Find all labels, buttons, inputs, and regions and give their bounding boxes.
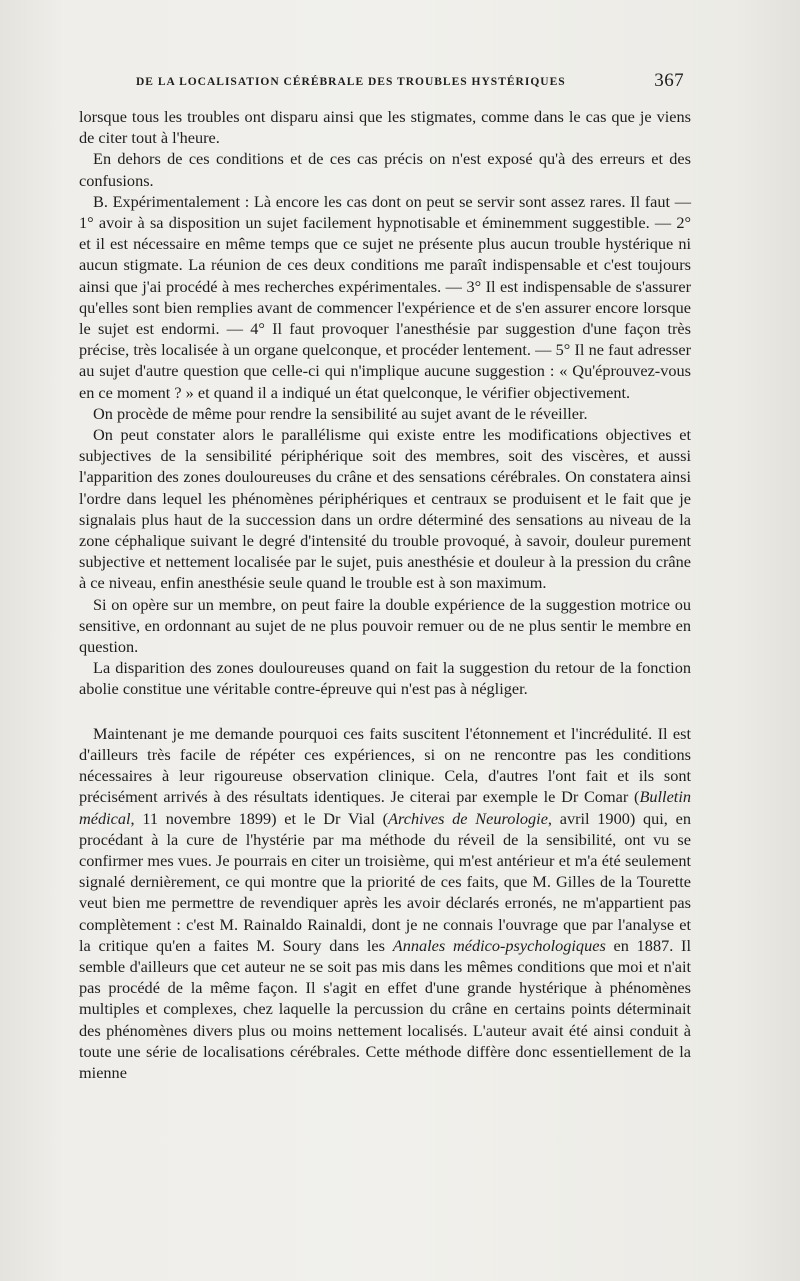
text-run: , 11 novembre 1899) et le Dr Vial ( bbox=[130, 808, 389, 828]
paragraph-continuation: lorsque tous les troubles ont disparu ainsi que les stigmates, comme dans le cas que je viens de citer tout à l'heure. bbox=[79, 107, 691, 148]
text-run: en 1887. Il semble d'ailleurs que cet auteur ne se soit pas mis dans les mêmes conditions que moi et n'ait pas procédé de la même façon. Il s'agit en effet d'une grande hystérique à phénomènes multiples et complexes, chez laquelle la percussion du crâne en certains points déterminait des phénomènes divers plus ou moins nettement localisés. L'auteur avait été ainsi conduit à toute une série de localisations cérébrales. Cette méthode diffère donc essentiellement de la mienne bbox=[79, 935, 691, 1082]
paragraph: Si on opère sur un membre, on peut faire la double expérience de la suggestion motrice ou sensitive, en ordonnant au sujet de ne plus pouvoir remuer ou de ne plus sentir le membre en question. bbox=[79, 594, 691, 657]
running-header bbox=[136, 70, 684, 98]
text-run: , avril 1900) qui, en procédant à la cure de l'hystérie par ma méthode du réveil de la sensibilité, ont vu se confirmer mes vues. Je pourrais en citer un troisième, qui m'est antérieur et m'a été seulement signalé dernièrement, ce qui montre que la priorité de ces faits, que M. Gilles de la Tourette veut bien me permettre de revendiquer après les avoir déclarés erronés, ne m'appartient pas complètement : c'est M. Rainaldo Rainaldi, dont je ne connais l'ouvrage que par l'analyse et la critique qu'en a faites M. Soury dans les bbox=[79, 808, 691, 955]
journal-title: Bulletin médical bbox=[79, 787, 691, 828]
journal-title: Annales médico-psychologiques bbox=[392, 935, 606, 955]
page-number: 367 bbox=[654, 70, 684, 91]
paragraph: On peut constater alors le parallélisme qui existe entre les modifications objectives et subjectives de la sensibilité périphérique soit des membres, soit des viscères, et aussi l'apparition des zones douloureuses du crâne et des sensations cérébrales. On constatera ainsi l'ordre dans lequel les phénomènes périphériques et centraux se produisent et le fait que je signalais plus haut de la succession dans un ordre déterminé des sensations au niveau de la zone céphalique suivant le degré d'intensité du trouble provoqué, à savoir, douleur purement subjective et nettement localisée par le sujet, puis anesthésie et douleur à la pression du crâne à ce niveau, enfin anesthésie seule quand le trouble est à son maximum. bbox=[79, 425, 691, 593]
paragraph: En dehors de ces conditions et de ces cas précis on n'est exposé qu'à des erreurs et des confusions. bbox=[79, 149, 691, 190]
running-title: DE LA LOCALISATION CÉRÉBRALE DES TROUBLES HYSTÉRIQUES bbox=[136, 76, 566, 88]
paragraph: On procède de même pour rendre la sensibilité au sujet avant de le réveiller. bbox=[93, 403, 588, 423]
paragraph: La disparition des zones douloureuses quand on fait la suggestion du retour de la fonction abolie constitue une véritable contre-épreuve qui n'est pas à négliger. bbox=[79, 658, 691, 699]
text-run: Maintenant je me demande pourquoi ces faits suscitent l'étonnement et l'incrédulité. Il est d'ailleurs très facile de répéter ces expériences, si on ne rencontre pas les conditions nécessaires à leur rigoureuse observation clinique. Cela, d'autres l'ont fait et ils sont précisément arrivés à des résultats identiques. Je citerai par exemple le Dr Comar ( bbox=[79, 723, 691, 807]
journal-title: Archives de Neurologie bbox=[388, 808, 548, 828]
body-text bbox=[79, 106, 691, 1083]
paragraph-experimental-method: B. Expérimentalement : Là encore les cas dont on peut se servir sont assez rares. Il faut — 1° avoir à sa disposition un sujet facilement hypnotisable et éminemment suggestible. — 2° et il est nécessaire en même temps que ce sujet ne présente plus aucun trouble hystérique ni aucun stigmate. La réunion de ces deux conditions me paraît indispensable et c'est toujours ainsi que j'ai procédé à mes recherches expérimentales. — 3° Il est indispensable de s'assurer qu'elles sont bien remplies avant de commencer l'expérience et de s'en assurer encore lorsque le sujet est endormi. — 4° Il faut provoquer l'anesthésie par suggestion d'une façon très précise, très localisée à un organe quelconque, et procéder lentement. — 5° Il ne faut adresser au sujet d'autre question que celle-ci qui n'implique aucune suggestion : « Qu'éprouvez-vous en ce moment ? » et quand il a indiqué un état quelconque, le vérifier objectivement. bbox=[79, 191, 691, 402]
paragraph-discussion bbox=[79, 723, 691, 1083]
